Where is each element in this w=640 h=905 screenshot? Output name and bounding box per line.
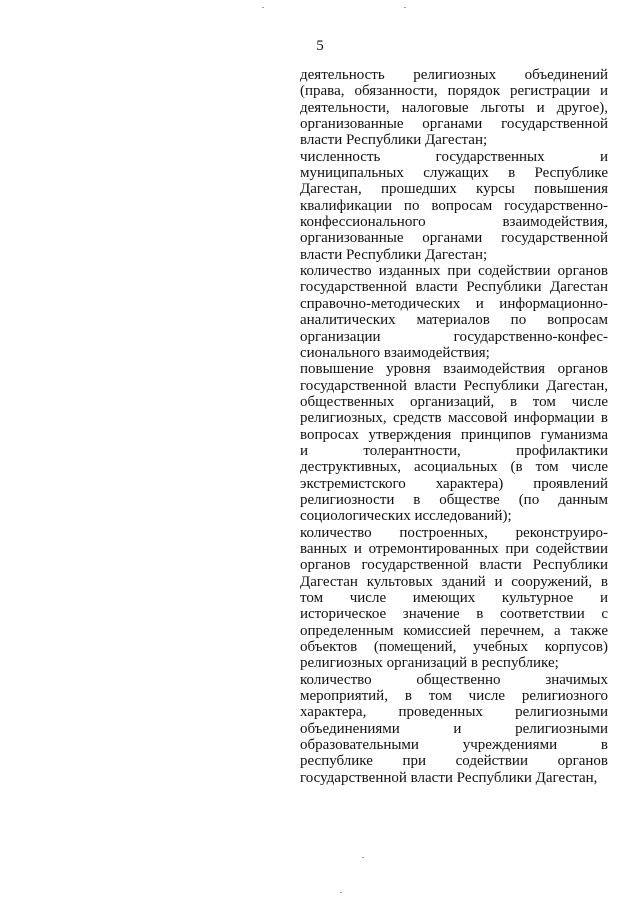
text-line: общественных организаций, в том числе [300, 393, 608, 410]
text-line: Дагестан, прошедших курсы повышения [300, 181, 608, 198]
text-line: и толерантности, профилактики [300, 442, 608, 459]
text-line: религиозных, средств массовой информации в [300, 410, 608, 427]
text-line: количество построенных, реконструиро- [300, 524, 608, 541]
text-line: деятельности, налоговые льготы и другое), [300, 99, 608, 116]
text-line: количество общественно значимых [300, 671, 608, 688]
text-line: организации государственно-конфес- [300, 328, 608, 345]
document-body [300, 67, 608, 786]
text-line: государственной власти Республики Дагестан, [300, 769, 598, 786]
text-line: Дагестан культовых зданий и сооружений, в [300, 573, 608, 590]
text-line: (права, обязанности, порядок регистрации и [300, 83, 608, 100]
text-line: деятельность религиозных объединений [300, 67, 608, 83]
text-line: конфессионального взаимодействия, [300, 214, 608, 231]
text-line: образовательными учреждениями в [300, 737, 608, 754]
text-line: социологических исследований); [300, 508, 512, 525]
page-number: 5 [316, 38, 324, 54]
text-line: характера, проведенных религиозными [300, 704, 608, 721]
text-line: государственной власти Республики Дагестан, [300, 377, 608, 394]
text-line: историческое значение в соответствии с [300, 606, 608, 623]
scan-speck [404, 7, 406, 8]
text-line: том числе имеющих культурное и [300, 590, 608, 606]
text-line: ванных и отремонтированных при содействии [300, 540, 608, 557]
text-line: сионального взаимодействия; [300, 344, 490, 361]
text-line: повышение уровня взаимодействия органов [300, 361, 608, 378]
text-line: количество изданных при содействии органов [300, 263, 608, 280]
scan-speck [362, 857, 364, 858]
text-line: аналитических материалов по вопросам [300, 312, 608, 329]
text-line: определенным комиссией перечнем, а также [300, 622, 608, 639]
text-line: объектов (помещений, учебных корпусов) [300, 639, 608, 656]
text-line: религиозности в обществе (по данным [300, 491, 608, 508]
text-line: организованные органами государственной [300, 230, 608, 247]
text-line: экстремистского характера) проявлений [300, 475, 608, 492]
text-line: государственной власти Республики Дагестан [300, 279, 608, 296]
text-line: численность государственных и [300, 148, 608, 165]
text-line: объединениями и религиозными [300, 720, 608, 737]
text-line: организованные органами государственной [300, 116, 608, 133]
text-line: власти Республики Дагестан; [300, 132, 488, 149]
scan-speck [340, 892, 342, 893]
text-line: органов государственной власти Республики [300, 557, 608, 574]
text-line: республике при содействии органов [300, 753, 608, 770]
text-line: квалификации по вопросам государственно- [300, 197, 608, 214]
scan-speck [262, 7, 264, 8]
text-line: деструктивных, асоциальных (в том числе [300, 459, 608, 476]
text-line: справочно-методических и информационно- [300, 295, 608, 312]
text-line: вопросах утверждения принципов гуманизма [300, 426, 608, 443]
text-line: религиозных организаций в республике; [300, 655, 559, 672]
text-line: муниципальных служащих в Республике [300, 165, 608, 182]
text-line: мероприятий, в том числе религиозного [300, 688, 608, 705]
text-line: власти Республики Дагестан; [300, 246, 488, 263]
